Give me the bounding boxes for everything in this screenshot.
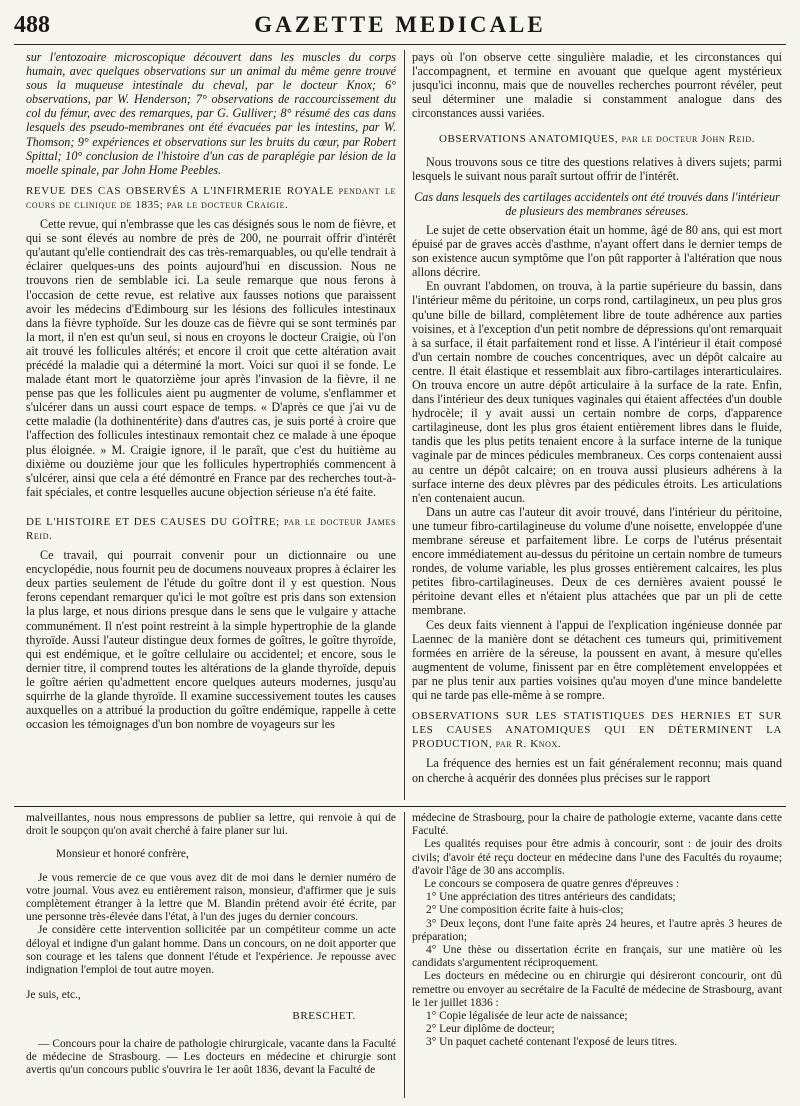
mid-page-rule <box>14 806 786 807</box>
letter-paragraph-1: Je vous remercie de ce que vous avez dit de moi dans le dernier numéro de votre journal. Vous avez eu entièrement raison, monsieur, d'affirmer que je suis complètement étranger à la lettre que M. Blandin prétend avoir été écrite, par une personne très-élevée dans l'état, à l'un des juges du dernier concours. <box>26 871 396 924</box>
section-heading-hernies: OBSERVATIONS SUR LES STATISTIQUES DES HERNIES ET SUR LES CAUSES ANATOMIQUES QUI EN DÉTERMINENT LA PRODUCTION, par R. Knox. <box>412 710 782 751</box>
right-column <box>412 50 782 800</box>
paragraph-laennec: Ces deux faits viennent à l'appui de l'explication ingénieuse donnée par Laennec de la manière dont se détachent ces tumeurs qui, primitivement formées en arrière de la séreuse, la poussent en avant, à mesure qu'elles augmentent de volume, finissent par en être complètement enveloppées et par ne plus tenir aux parties voisines qu'au moyen d'une mince bandelette qui ne tarde pas elle-même à se rompre. <box>412 617 782 703</box>
concours-qualites: Les qualités requises pour être admis à concourir, sont : de jouir des droits civils; d'avoir été reçu docteur en médecine dans l'une des Facultés du royaume; d'avoir l'âge de 30 ans accomplis. <box>412 838 782 877</box>
subsection-heading-cartilages: Cas dans lesquels des cartilages accidentels ont été trouvés dans l'intérieur de plusieurs des membranes séreuses. <box>414 189 780 218</box>
lower-column-divider <box>404 812 405 1098</box>
section-heading-observations-anatomiques: OBSERVATIONS ANATOMIQUES, par le docteur John Reid. <box>438 133 756 146</box>
list-item: 1° Une appréciation des titres antérieurs des candidats; <box>426 891 676 904</box>
list-item: 3° Deux leçons, dont l'une faite après 24 heures, et l'autre après 3 heures de préparation; <box>412 917 782 943</box>
left-intro-text: sur l'entozoaire microscopique découvert dans les muscles du corps humain, avec quelques observations sur un animal du même genre trouvé sous la muqueuse intestinale du cheval, par le docteur Knox; 6° observations, par W. Henderson; 7° observations de raccourcissement du col du fémur, avec des remarques, par G. Gulliver; 8° résumé des cas dans lesquels des pseudo-membranes ont été évacuées par les intestins, par W. Thomson; 9° expériences et observations sur les bruits du cœur, par Robert Spittal; 10° conclusion de l'histoire d'un cas de paraplégie par lésion de la moelle spinale, par John Home Peebles. <box>26 50 396 177</box>
concours-announcement: — Concours pour la chaire de pathologie chirurgicale, vacante dans la Faculté de médecine de Strasbourg. — Les docteurs en médecine et chirurgie sont avertis qu'un concours public s'ouvrira le 1er août 1836, devant la Faculté de <box>26 1037 396 1077</box>
letter-closing: Je suis, etc., <box>26 989 81 1002</box>
left-column <box>26 50 396 800</box>
journal-title: GAZETTE MEDICALE <box>254 12 546 37</box>
epreuves-list <box>412 891 782 970</box>
lower-left-column <box>26 812 396 1098</box>
list-item: 1° Copie légalisée de leur acte de naissance; <box>426 1010 628 1023</box>
section-body-goitre: Ce travail, qui pourrait convenir pour un dictionnaire ou une encyclopédie, nous fournit peu de documens nouveaux propres à éclairer les deux parties seulement de l'étude du goître dont il y est question. Nous ferons cependant remarquer qu'ici le mot goître est pris dans son extension la plus large, et nous dirions presque dans le sens que le vulgaire y attache communément. Il n'est point restreint à la simple hypertrophie de la glande thyroïde. Aussi l'auteur distingue deux formes de goîtres, le goître thyroïde, qui est endémique, et le goître cellulaire ou accidentel; et encore, sous le dernier titre, il comprend toutes les altérations de la glande thyroïde, depuis le goître aérien qu'admettent encore quelques auteurs modernes, jusqu'au squirrhe de la glande thyroïde. Il examine successivement toutes les causes auxquelles on a attribué la production du goître endémique, rappelle à cette occasion les témoignages d'un bon nombre de voyageurs sur les <box>26 548 396 732</box>
letter-paragraph-2: Je considère cette intervention sollicitée par un compétiteur comme un acte déloyal et indigne d'un galant homme. Dans un concours, on ne doit apporter que son courage et les talens que donnent l'étude et l'expérience. Je repousse avec indignation l'emploi de tout autre moyen. <box>26 924 396 977</box>
section-intro-observations-anatomiques: Nous trouvons sous ce titre des questions relatives à divers sujets; parmi lesquels le suivant nous paraît surtout offrir de l'intérêt. <box>412 154 782 183</box>
letter-intro: malveillantes, nous nous empressons de publier sa lettre, qui renvoie à qui de droit le soupçon qu'on avait cherché à faire planer sur lui. <box>26 812 396 838</box>
page-header <box>14 10 786 42</box>
section-heading-goitre: DE L'HISTOIRE ET DES CAUSES DU GOÎTRE; par le docteur James Reid. <box>26 515 396 542</box>
concours-continuation: médecine de Strasbourg, pour la chaire de pathologie externe, vacante dans cette Faculté. <box>412 812 782 838</box>
right-intro-text: pays où l'on observe cette singulière maladie, et les circonstances qui l'accompagnent, et termine en avouant que quelque agent mystérieux jusqu'ici inconnu, mais que de nouvelles recherches pourront révéler, peut seul déterminer une maladie si constamment analogue dans des circonstances aussi variées. <box>412 50 782 121</box>
list-item: 3° Un paquet cacheté contenant l'exposé de leurs titres. <box>426 1036 678 1049</box>
concours-epreuves-intro: Le concours se composera de quatre genres d'épreuves : <box>424 878 680 891</box>
section-heading-revue-des-cas: REVUE DES CAS OBSERVÉS A L'INFIRMERIE ROYALE pendant le cours de clinique de 1835; par le docteur Craigie. <box>26 184 396 211</box>
pieces-list <box>412 1010 782 1050</box>
header-rule <box>14 44 786 45</box>
page-number: 488 <box>14 12 50 38</box>
list-item: 2° Une composition écrite faite à huis-clos; <box>426 904 624 917</box>
lower-right-column <box>412 812 782 1098</box>
list-item: 4° Une thèse ou dissertation écrite en français, sur une matière où les candidats s'argumentent réciproquement. <box>412 944 782 970</box>
letter-signature: BRESCHET. <box>292 1010 356 1023</box>
spacer <box>26 499 396 508</box>
paragraph-cas-1: Le sujet de cette observation était un homme, âgé de 80 ans, qui est mort épuisé par de graves accès d'asthme, n'ayant offert dans le dernier temps de son existence aucun symptôme que l'on pût rapporter à l'altération que nous allons décrire. <box>412 222 782 280</box>
section-body-revue-des-cas: Cette revue, qui n'embrasse que les cas désignés sous le nom de fièvre, et qui se sont élevés au nombre de près de 200, ne pourrait offrir d'intérêt qu'autant qu'elle contiendrait des cas très-remarquables, ou qu'elle tendrait à éclairer quelques-uns des points aujourd'hui en discussion. Nous ne trouvons rien de semblable ici. La seule remarque que nous ferons à l'occasion de cette revue, est relative aux fausses notions que paraissent avoir les médecins d'Edimbourg sur les lésions des follicules intestinaux dans la fièvre typhoïde. Sur les douze cas de fièvre qui se sont terminés par la mort, il n'en est qu'un seul, si nous en croyons le docteur Craigie, où l'on ait trouvé les follicules altérés; et encore il croit que cette altération avait précédé la maladie qui a déterminé la mort. Voici sur quoi il se fonde. Le malade étant mort le quatorzième jour après l'invasion de la fièvre, il ne pense pas que les follicules aient pu augmenter de volume, s'enflammer et s'ulcérer dans un aussi court espace de temps. « D'après ce que j'ai vu de cette maladie (la dothinentérite) dans d'autres cas, je suis porté à croire que l'affection des follicules intestinaux remontait chez ce malade à une époque plus éloignée. » M. Craigie ignore, il le paraît, que c'est du huitième au dixième ou douzième jour que les follicules hypertrophiés commencent à s'ulcérer, ainsi que cela a été démontré en France par des recherches tout-à-fait spéciales, et contre lesquelles aucune objection sérieuse n'a été faite. <box>26 217 396 499</box>
concours-inscription: Les docteurs en médecine ou en chirurgie qui désireront concourir, ont dû remettre ou envoyer au secrétaire de la Faculté de médecine de Strasbourg, avant le 1er juillet 1836 : <box>412 970 782 1009</box>
column-divider <box>404 50 405 800</box>
list-item: 2° Leur diplôme de docteur; <box>426 1023 555 1036</box>
paragraph-abdomen: En ouvrant l'abdomen, on trouva, à la partie supérieure du bassin, dans l'intérieur même du péritoine, un corps rond, cartilagineux, un peu plus gros qu'une bille de billard, complètement libre de toute adhérence aux parties voisines, et à l'exception d'un petit nombre de dépressions qu'ont remarquait à sa surface, il était parfaitement rond et lisse. A l'intérieur il était composé d'un certain nombre de couches concentriques, avec un dépôt calcaire au centre. Il était élastique et ressemblait aux fibro-cartilages interarticulaires. On trouva encore un autre dépôt articulaire à la surface de la rate. Enfin, dans l'intérieur des deux tuniques vaginales qui étaient affectées d'un double hydrocèle; il y avait aussi un certain nombre de corps, d'apparence cartilagineuse, dont les plus gros étaient entièrement libres dans le fluide, tandis que les plus petits tenaient encore à la surface interne de la tunique vaginale par de minces pédicules membraneux. Ces corps contenaient aussi au centre un dépôt calcaire; on en trouva aussi plusieurs adhérens à la surface interne des deux plèvres par des pédicules étroits. Les articulations n'en contenaient aucun. <box>412 279 782 505</box>
paragraph-cas-2: Dans un autre cas l'auteur dit avoir trouvé, dans l'intérieur du péritoine, une tumeur fibro-cartilagineuse du volume d'une noisette, enveloppée d'une membrane séreuse et parfaitement libre. Le corps de l'utérus présentait encore immédiatement au-dessus du péritoine un certain nombre de tumeurs rondes, de volume variable, les plus grosses entièrement calcaires, les plus petites fibro-cartilagineuses. Deux de ces dernières avaient poussé le péritoine devant elles et n'étaient plus attachées que par un pli de cette membrane. <box>412 504 782 618</box>
letter-salutation: Monsieur et honoré confrère, <box>56 848 189 861</box>
section-body-hernies: La fréquence des hernies est un fait généralement reconnu; mais quand on cherche à acquérir des données plus précises sur le rapport <box>412 756 782 785</box>
